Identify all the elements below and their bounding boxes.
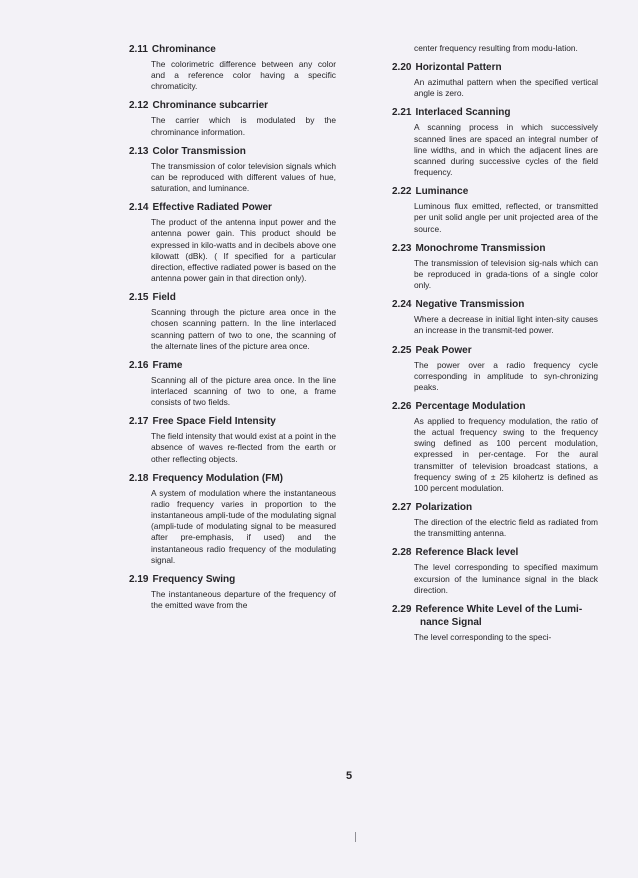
entry-text: The colorimetric difference between any color and a reference color having a specific chromaticity.	[151, 59, 336, 92]
entry-2-27	[392, 501, 598, 539]
entry-text: Where a decrease in initial light inten-sity causes an increase in the transmit-ted power.	[414, 314, 598, 336]
entry-number: 2.16	[129, 359, 149, 371]
entry-2-13	[129, 145, 336, 194]
entry-number: 2.25	[392, 344, 412, 356]
entry-text: The instantaneous departure of the frequency of the emitted wave from the	[151, 588, 336, 610]
entry-2-16	[129, 359, 336, 408]
entry-title: Frame	[152, 359, 183, 371]
entry-title: Frequency Modulation (FM)	[152, 472, 284, 484]
entry-text: The direction of the electric field as radiated from the transmitting antenna.	[414, 517, 598, 539]
entry-2-14	[129, 201, 336, 284]
entry-title-continued: nance Signal	[420, 616, 482, 628]
entry-heading	[129, 472, 336, 485]
entry-heading	[129, 573, 336, 586]
entry-text: Scanning through the picture area once in the chosen scanning pattern. In the line interlaced scanning pattern of two to one, the scanning of the alternate lines of the picture area once.	[151, 307, 336, 351]
entry-2-12	[129, 99, 336, 137]
entry-text: An azimuthal pattern when the specified vertical angle is zero.	[414, 77, 598, 99]
entry-heading	[392, 61, 598, 74]
entry-text: Luminous flux emitted, reflected, or transmitted per unit solid angle per unit projected area of the source.	[414, 201, 598, 234]
entry-number: 2.12	[129, 100, 149, 112]
entry-number: 2.24	[392, 299, 412, 311]
entry-2-25	[392, 344, 598, 393]
entry-title: Effective Radiated Power	[152, 202, 272, 214]
entry-heading	[129, 291, 336, 304]
entry-heading	[129, 145, 336, 158]
entry-title: Percentage Modulation	[415, 400, 526, 412]
entry-title: Color Transmission	[152, 145, 246, 157]
entry-2-22	[392, 185, 598, 234]
entry-title: Field	[152, 292, 176, 304]
entry-2-17	[129, 415, 336, 464]
entry-2-26	[392, 400, 598, 494]
entry-number: 2.11	[129, 44, 148, 55]
entry-number: 2.28	[392, 547, 412, 559]
entry-text: As applied to frequency modulation, the ratio of the actual frequency swing to the frequency swing defined as 100 percent modulation, expressed in per-centage. For the aural transmitter of television broadcast stations, a frequency swing of ± 25 kilohertz is defined as 100 percent modulation.	[414, 415, 598, 493]
entry-number: 2.19	[129, 573, 149, 585]
entry-heading	[129, 415, 336, 428]
entry-2-29	[392, 603, 598, 643]
entry-number: 2.17	[129, 416, 149, 428]
entry-title: Interlaced Scanning	[415, 107, 511, 119]
entry-number: 2.15	[129, 292, 149, 304]
entry-title: Free Space Field Intensity	[152, 416, 276, 428]
entry-2-19	[129, 573, 336, 611]
entry-number: 2.20	[392, 62, 412, 74]
entry-2-18	[129, 472, 336, 566]
entry-title: Frequency Swing	[152, 573, 236, 585]
scan-mark	[355, 832, 356, 842]
entry-number: 2.13	[129, 145, 149, 157]
entry-2-24	[392, 298, 598, 336]
entry-title: Peak Power	[415, 344, 472, 356]
entry-2-15	[129, 291, 336, 352]
entry-heading	[392, 242, 598, 255]
entry-text: A scanning process in which successively scanned lines are spaced an integral number of line widths, and in which the adjacent lines are scanned during successive cycles of the field frequency.	[414, 122, 598, 178]
entry-number: 2.21	[392, 107, 412, 119]
entry-number: 2.18	[129, 472, 149, 484]
entry-heading	[129, 99, 336, 112]
entry-title: Luminance	[415, 186, 469, 198]
entry-2-28	[392, 546, 598, 595]
entry-2-21	[392, 106, 598, 178]
entry-text: Scanning all of the picture area once. In the line interlaced scanning of two to one, a frame consists of two fields.	[151, 374, 336, 408]
entry-title: Negative Transmission	[415, 299, 525, 311]
entry-heading	[129, 43, 336, 56]
continued-text: center frequency resulting from modu-lation.	[414, 43, 578, 53]
entry-text: The transmission of television sig-nals which can be reproduced in grada-tions of a single color only.	[414, 257, 598, 291]
page-number: 5	[346, 770, 353, 782]
entry-heading	[392, 400, 598, 413]
right-column	[392, 43, 598, 650]
entry-2-11	[129, 43, 336, 92]
entry-title: Horizontal Pattern	[415, 62, 502, 74]
entry-text: The power over a radio frequency cycle corresponding in amplitude to syn-chronizing peaks.	[414, 359, 598, 392]
entry-heading	[392, 501, 598, 514]
entry-text: The field intensity that would exist at a point in the absence of waves re-flected from the earth or other reflecting objects.	[151, 431, 336, 464]
entry-text: The level corresponding to the speci-	[414, 631, 552, 642]
entry-text: The product of the antenna input power and the antenna power gain. This product should be expressed in kilo-watts and in decibels above one kilowatt (dBk). ( If specified for a particular direction, effective radiated power is based on the antenna power gain in that direction only).	[151, 217, 336, 284]
entry-heading	[392, 185, 598, 198]
entry-text: A system of modulation where the instantaneous radio frequency varies in proportion to the instantaneous ampli-tude of the modulating signal (ampli-tude of modulating signal to be measured after pre-emphasis, if used) and the instantaneous radio frequency of the modulating signal.	[151, 487, 336, 565]
entry-number: 2.27	[392, 502, 412, 514]
entry-number: 2.14	[129, 202, 149, 214]
entry-number: 2.29	[392, 603, 412, 615]
entry-number: 2.26	[392, 400, 412, 412]
entry-title: Chrominance	[151, 44, 216, 55]
entry-text: The level corresponding to specified maximum excursion of the luminance signal in the black direction.	[414, 562, 598, 595]
entry-number: 2.23	[392, 242, 412, 254]
entry-text: The carrier which is modulated by the chrominance information.	[151, 115, 336, 137]
entry-heading	[392, 106, 598, 119]
entry-title: Monochrome Transmission	[415, 242, 546, 254]
entry-heading	[392, 603, 598, 629]
left-column	[129, 43, 336, 618]
entry-title: Polarization	[415, 502, 473, 514]
entry-heading	[129, 201, 336, 214]
entry-title: Reference White Level of the Lumi-	[415, 603, 583, 615]
entry-text: The transmission of color television signals which can be reproduced with different values of hue, saturation, and luminance.	[151, 160, 336, 194]
entry-title: Reference Black level	[415, 547, 519, 559]
entry-heading	[392, 298, 598, 311]
entry-2-23	[392, 242, 598, 291]
entry-number: 2.22	[392, 186, 412, 198]
entry-title: Chrominance subcarrier	[152, 100, 269, 112]
entry-heading	[392, 546, 598, 559]
entry-2-20	[392, 61, 598, 99]
entry-heading	[392, 344, 598, 357]
entry-heading	[129, 359, 336, 372]
